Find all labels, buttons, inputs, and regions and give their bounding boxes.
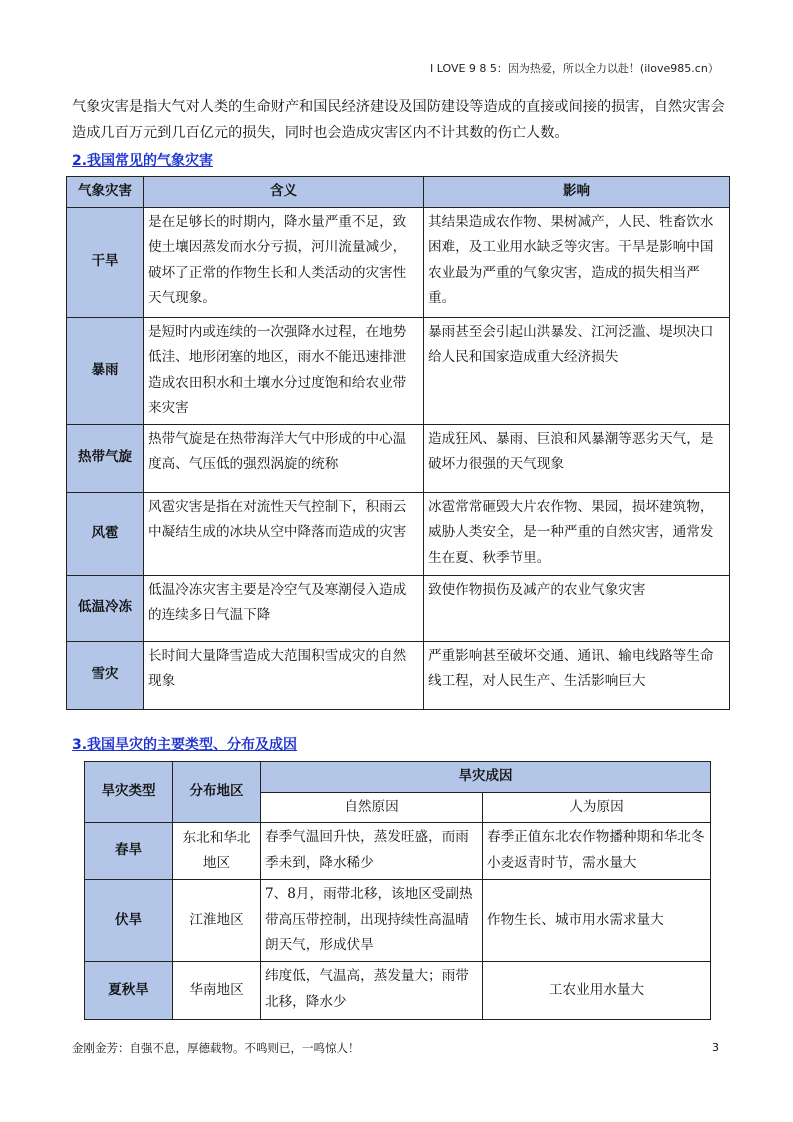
drought-region: 华南地区 xyxy=(173,962,261,1020)
section-3-title: 3.我国旱灾的主要类型、分布及成因 xyxy=(72,737,298,753)
table-row xyxy=(85,880,711,962)
natural-cause: 纬度低，气温高，蒸发量大；雨带北移，降水少 xyxy=(261,962,483,1020)
col-header-disaster: 气象灾害 xyxy=(67,177,144,208)
disaster-name: 干旱 xyxy=(67,207,144,317)
col-header-impact: 影响 xyxy=(424,177,730,208)
disaster-name: 雪灾 xyxy=(67,641,144,709)
disaster-impact: 其结果造成农作物、果树减产，人民、牲畜饮水困难，及工业用水缺乏等灾害。干旱是影响中国农业最为严重的气象灾害，造成的损失相当严重。 xyxy=(424,207,730,317)
col-header-meaning: 含义 xyxy=(144,177,424,208)
table-row xyxy=(67,317,730,424)
human-cause: 工农业用水量大 xyxy=(483,962,711,1020)
disaster-meaning: 是短时内或连续的一次强降水过程，在地势低洼、地形闭塞的地区，雨水不能迅速排泄造成农田积水和土壤水分过度饱和给农业带来灾害 xyxy=(144,317,424,424)
drought-region: 东北和华北地区 xyxy=(173,823,261,880)
disaster-impact: 严重影响甚至破坏交通、通讯、输电线路等生命线工程，对人民生产、生活影响巨大 xyxy=(424,641,730,709)
drought-region: 江淮地区 xyxy=(173,880,261,962)
drought-table xyxy=(84,761,711,1020)
natural-cause: 7、8月，雨带北移，该地区受副热带高压带控制，出现持续性高温晴朗天气，形成伏旱 xyxy=(261,880,483,962)
col-header-human: 人为原因 xyxy=(483,792,711,823)
col-header-natural: 自然原因 xyxy=(261,792,483,823)
table-row xyxy=(85,962,711,1020)
table-row xyxy=(85,823,711,880)
table-row xyxy=(67,207,730,317)
disaster-meaning: 风雹灾害是指在对流性天气控制下，积雨云中凝结生成的冰块从空中降落而造成的灾害 xyxy=(144,492,424,575)
drought-type: 春旱 xyxy=(85,823,173,880)
disaster-impact: 致使作物损伤及减产的农业气象灾害 xyxy=(424,575,730,641)
col-header-type: 旱灾类型 xyxy=(85,762,173,823)
weather-disaster-table xyxy=(66,176,730,710)
disaster-name: 低温冷冻 xyxy=(67,575,144,641)
human-cause: 作物生长、城市用水需求量大 xyxy=(483,880,711,962)
disaster-impact: 冰雹常常砸毁大片农作物、果园，损坏建筑物，威胁人类安全，是一种严重的自然灾害，通常发生在夏、秋季节里。 xyxy=(424,492,730,575)
page-number: 3 xyxy=(712,1041,719,1054)
disaster-name: 热带气旋 xyxy=(67,424,144,492)
drought-type: 夏秋旱 xyxy=(85,962,173,1020)
disaster-meaning: 热带气旋是在热带海洋大气中形成的中心温度高、气压低的强烈涡旋的统称 xyxy=(144,424,424,492)
footer-motto: 金刚金芳：自强不息，厚德载物。不鸣则已，一鸣惊人！ xyxy=(72,1041,360,1055)
col-header-cause: 旱灾成因 xyxy=(261,762,711,793)
disaster-meaning: 长时间大量降雪造成大范围积雪成灾的自然现象 xyxy=(144,641,424,709)
table-row xyxy=(67,575,730,641)
table-header-row xyxy=(67,177,730,208)
disaster-meaning: 是在足够长的时期内，降水量严重不足，致使土壤因蒸发而水分亏损，河川流量减少，破坏了正常的作物生长和人类活动的灾害性天气现象。 xyxy=(144,207,424,317)
disaster-impact: 暴雨甚至会引起山洪暴发、江河泛滥、堤坝决口给人民和国家造成重大经济损失 xyxy=(424,317,730,424)
natural-cause: 春季气温回升快，蒸发旺盛，而雨季未到，降水稀少 xyxy=(261,823,483,880)
disaster-name: 暴雨 xyxy=(67,317,144,424)
disaster-impact: 造成狂风、暴雨、巨浪和风暴潮等恶劣天气，是破坏力很强的天气现象 xyxy=(424,424,730,492)
table-row xyxy=(67,424,730,492)
table-row xyxy=(67,641,730,709)
col-header-region: 分布地区 xyxy=(173,762,261,823)
page-header: I LOVE 9 8 5：因为热爱，所以全力以赴！(ilove985.cn） xyxy=(430,62,719,75)
table-row xyxy=(67,492,730,575)
human-cause: 春季正值东北农作物播种期和华北冬小麦返青时节，需水量大 xyxy=(483,823,711,880)
table-header-row xyxy=(85,762,711,793)
intro-paragraph: 气象灾害是指大气对人类的生命财产和国民经济建设及国防建设等造成的直接或间接的损害，自然灾害会造成几百万元到几百亿元的损失，同时也会造成灾害区内不计其数的伤亡人数。 xyxy=(72,99,725,141)
disaster-meaning: 低温冷冻灾害主要是冷空气及寒潮侵入造成的连续多日气温下降 xyxy=(144,575,424,641)
drought-type: 伏旱 xyxy=(85,880,173,962)
section-2-title: 2.我国常见的气象灾害 xyxy=(72,153,214,169)
disaster-name: 风雹 xyxy=(67,492,144,575)
